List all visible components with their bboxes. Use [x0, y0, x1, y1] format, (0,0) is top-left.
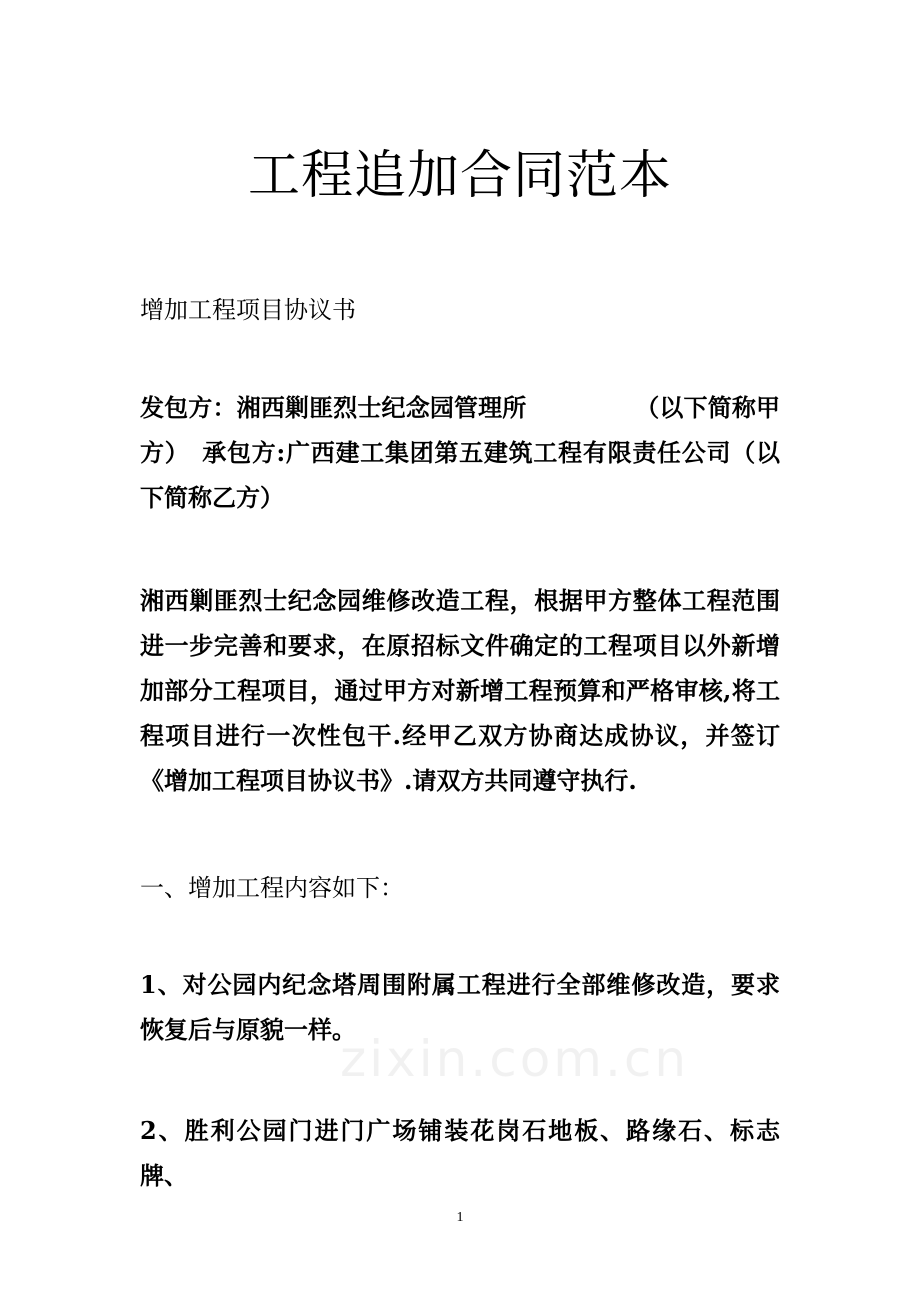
page-number: 1 — [456, 1210, 464, 1225]
intro-paragraph: 湘西剿匪烈士纪念园维修改造工程，根据甲方整体工程范围进一步完善和要求，在原招标文件确定的工程项目以外新增加部分工程项目，通过甲方对新增工程预算和严格审核,将工程项目进行一次性包干.经甲乙双方协商达成协议，并签订《增加工程项目协议书》.请双方共同遵守执行. — [140, 586, 780, 795]
watermark: zixin.com.cn — [340, 1030, 690, 1088]
document-title: 工程追加合同范本 — [247, 146, 672, 206]
parties-paragraph: 发包方：湘西剿匪烈士纪念园管理所 （以下简称甲方） 承包方:广西建工集团第五建筑工程有限责任公司（以下简称乙方） — [140, 393, 780, 512]
list-item: 1、对公园内纪念塔周围附属工程进行全部维修改造，要求恢复后与原貌一样。 — [140, 970, 780, 1044]
agreement-subtitle: 增加工程项目协议书 — [140, 296, 356, 324]
section-heading: 一、增加工程内容如下： — [140, 874, 404, 902]
list-item: 2、胜利公园门进门广场铺装花岗石地板、路缘石、标志牌、 — [140, 1116, 780, 1190]
